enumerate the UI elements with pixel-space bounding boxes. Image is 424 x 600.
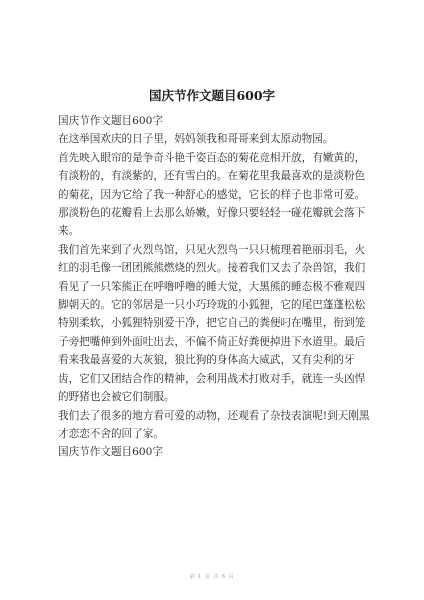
paragraph-closing-title: 国庆节作文题目600字 [58,446,163,459]
document-title: 国庆节作文题目600字 [148,88,276,103]
paragraph-chrysanthemums: 首先映入眼帘的是争奇斗艳千姿百态的菊花竞相开放，有嫩黄的，有淡粉的，有淡紫的，还有雪白的。在菊花里我最喜欢的是淡粉色的菊花，因为它给了我一种舒心的感觉，它长的样子也非常可爱。那淡粉色的花瓣看上去那么娇嫩，好像只要轻轻一碰花瓣就会落下来。 [58,151,366,238]
page-number-footer: 第 1 页 共 6 页 [189,574,235,580]
paragraph-conclusion: 我们去了很多的地方看可爱的动物，还观看了杂技表演呢!到天刚黑才恋恋不舍的回了家。 [58,409,370,440]
paragraph-animals: 我们首先来到了火烈鸟馆，只见火烈鸟一只只梳理着艳丽羽毛，火红的羽毛像一团团熊熊燃烧的烈火。接着我们又去了杂兽馆，我们看见了一只笨熊正在呼噜呼噜的睡大觉，大黑熊的睡态极不雅观四脚朝天的。它的邻居是一只小巧玲珑的小狐狸，它的尾巴蓬蓬松松特别柔软，小狐狸特别爱干净，把它自己的粪便叼在嘴里，衔到笼子旁把嘴伸到外面吐出去，不偏不倚正好粪便掉进下水道里。最后看来我最喜爱的大灰狼，狼比狗的身体高大威武，又有尖利的牙齿，它们又团结合作的精神，会利用战术打败对手，就连一头凶悍的野猪也会被它们制服。 [58,243,366,404]
document-body [58,112,370,462]
paragraph-repeat-title: 国庆节作文题目600字 [58,115,163,127]
paragraph-intro: 在这举国欢庆的日子里，妈妈领我和哥哥来到太原动物园。 [58,133,334,146]
